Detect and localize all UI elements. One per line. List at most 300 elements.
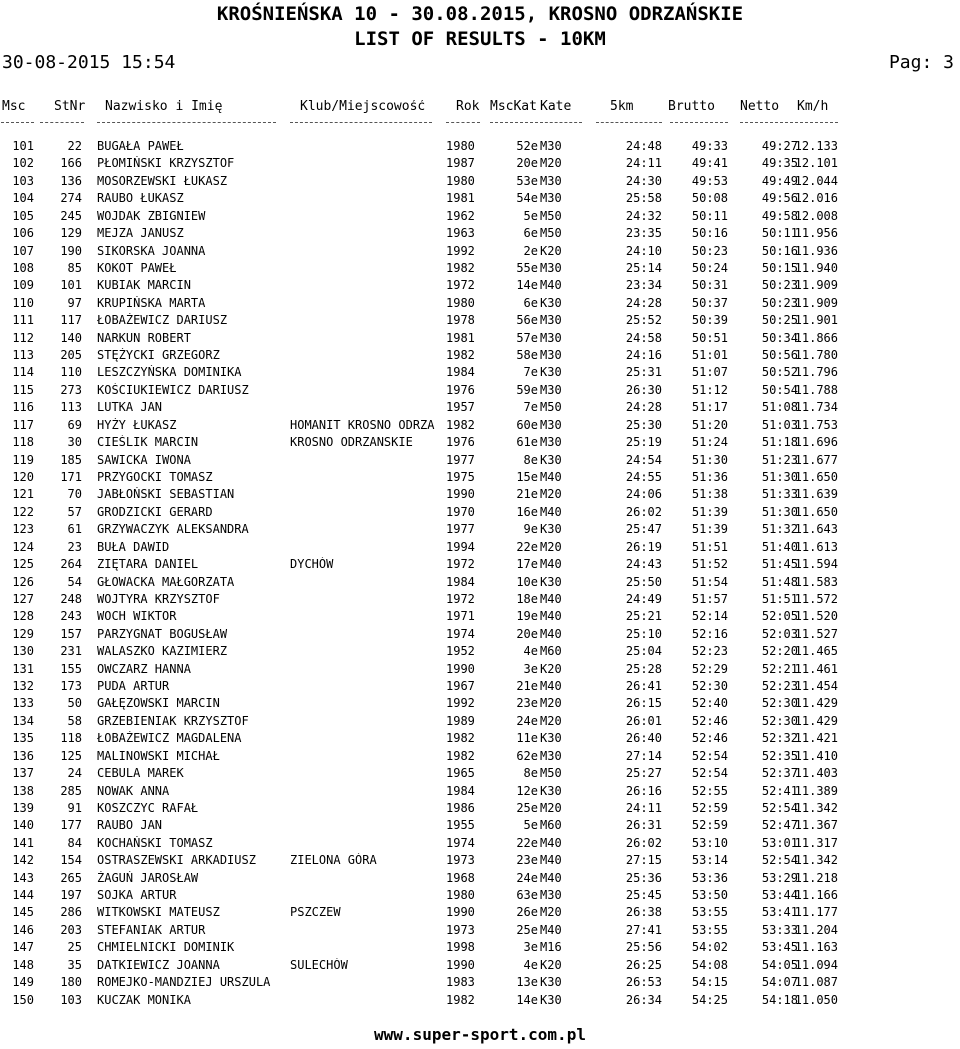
cell-msckat: 21e — [516, 487, 538, 502]
cell-msckat: 5e — [523, 818, 538, 833]
cell-place: 138 — [12, 783, 34, 798]
cell-name: KUBIAK MARCIN — [97, 278, 191, 293]
cell-kmh: 11.796 — [794, 365, 838, 380]
cell-place: 116 — [12, 400, 34, 415]
cell-netto: 49:35 — [761, 156, 798, 171]
cell-netto: 52:32 — [761, 731, 798, 746]
cell-kate: K30 — [540, 452, 562, 467]
cell-place: 112 — [12, 330, 34, 345]
cell-year: 1989 — [446, 713, 475, 728]
cell-split: 25:21 — [625, 609, 662, 624]
cell-netto: 51:32 — [761, 522, 798, 537]
cell-year: 1990 — [446, 661, 475, 676]
cell-place: 115 — [12, 382, 34, 397]
cell-kate: M30 — [540, 382, 562, 397]
cell-stnr: 84 — [67, 835, 82, 850]
cell-stnr: 118 — [60, 731, 82, 746]
cell-place: 111 — [12, 313, 34, 328]
cell-year: 1973 — [446, 853, 475, 868]
cell-split: 26:01 — [625, 713, 662, 728]
cell-brutto: 50:37 — [691, 295, 728, 310]
cell-kate: K20 — [540, 957, 562, 972]
cell-stnr: 54 — [67, 574, 82, 589]
cell-netto: 52:54 — [761, 853, 798, 868]
cell-brutto: 53:36 — [691, 870, 728, 885]
cell-kate: M40 — [540, 853, 562, 868]
cell-split: 26:53 — [625, 975, 662, 990]
cell-brutto: 53:10 — [691, 835, 728, 850]
cell-msckat: 11e — [516, 731, 538, 746]
cell-place: 142 — [12, 853, 34, 868]
cell-netto: 50:23 — [761, 295, 798, 310]
cell-place: 124 — [12, 539, 34, 554]
cell-split: 27:14 — [625, 748, 662, 763]
cell-kmh: 12.008 — [794, 208, 838, 223]
cell-split: 26:38 — [625, 905, 662, 920]
cell-msckat: 16e — [516, 504, 538, 519]
cell-netto: 50:34 — [761, 330, 798, 345]
cell-year: 1962 — [446, 208, 475, 223]
cell-kate: M40 — [540, 591, 562, 606]
cell-brutto: 52:46 — [691, 713, 728, 728]
cell-msckat: 23e — [516, 696, 538, 711]
cell-stnr: 274 — [60, 191, 82, 206]
cell-brutto: 50:16 — [691, 226, 728, 241]
cell-place: 146 — [12, 922, 34, 937]
cell-year: 1977 — [446, 452, 475, 467]
cell-kmh: 12.101 — [794, 156, 838, 171]
cell-kate: K30 — [540, 731, 562, 746]
cell-netto: 53:44 — [761, 888, 798, 903]
cell-year: 1980 — [446, 139, 475, 153]
cell-msckat: 52e — [516, 139, 538, 153]
cell-name: ROMEJKO-MANDZIEJ URSZULA — [97, 975, 271, 990]
cell-year: 1986 — [446, 800, 475, 815]
cell-brutto: 54:15 — [691, 975, 728, 990]
cell-year: 1957 — [446, 400, 475, 415]
column-header-place: Msc — [2, 100, 26, 114]
column-header-year: Rok — [456, 100, 480, 114]
cell-place: 130 — [12, 644, 34, 659]
cell-kmh: 11.429 — [794, 696, 838, 711]
cell-kmh: 11.639 — [794, 487, 838, 502]
cell-brutto: 51:24 — [691, 435, 728, 450]
cell-name: PUDA ARTUR — [97, 679, 170, 694]
cell-brutto: 52:16 — [691, 626, 728, 641]
cell-kate: M20 — [540, 800, 562, 815]
cell-kate: K30 — [540, 295, 562, 310]
cell-kmh: 11.367 — [794, 818, 838, 833]
cell-kate: M40 — [540, 469, 562, 484]
cell-brutto: 51:38 — [691, 487, 728, 502]
cell-netto: 53:41 — [761, 905, 798, 920]
cell-place: 104 — [12, 191, 34, 206]
cell-place: 148 — [12, 957, 34, 972]
cell-kate: M40 — [540, 278, 562, 293]
cell-club: DYCHÓW — [290, 557, 334, 572]
cell-kmh: 12.044 — [794, 173, 838, 188]
cell-stnr: 190 — [60, 243, 82, 258]
cell-split: 25:50 — [625, 574, 662, 589]
cell-brutto: 51:17 — [691, 400, 728, 415]
cell-place: 103 — [12, 173, 34, 188]
cell-kmh: 11.421 — [794, 731, 838, 746]
cell-place: 147 — [12, 940, 34, 955]
cell-place: 137 — [12, 766, 34, 781]
cell-split: 24:32 — [625, 208, 662, 223]
cell-brutto: 51:36 — [691, 469, 728, 484]
cell-msckat: 7e — [523, 365, 538, 380]
cell-split: 24:11 — [625, 156, 662, 171]
page-number: Pag: 3 — [888, 52, 954, 73]
cell-year: 1982 — [446, 260, 475, 275]
header-separator — [790, 122, 838, 123]
cell-split: 24:28 — [625, 295, 662, 310]
column-header-split: 5km — [610, 100, 634, 114]
cell-kmh: 11.940 — [794, 260, 838, 275]
cell-kmh: 11.050 — [794, 992, 838, 1007]
cell-brutto: 51:39 — [691, 504, 728, 519]
cell-place: 125 — [12, 557, 34, 572]
cell-split: 26:40 — [625, 731, 662, 746]
cell-stnr: 70 — [67, 487, 82, 502]
cell-netto: 51:03 — [761, 417, 798, 432]
cell-kate: M20 — [540, 539, 562, 554]
cell-kate: K30 — [540, 574, 562, 589]
cell-name: HYŻY ŁUKASZ — [97, 417, 177, 432]
cell-netto: 52:37 — [761, 766, 798, 781]
cell-msckat: 6e — [523, 295, 538, 310]
cell-stnr: 177 — [60, 818, 82, 833]
cell-year: 1972 — [446, 591, 475, 606]
cell-netto: 53:29 — [761, 870, 798, 885]
cell-name: ZIĘTARA DANIEL — [97, 557, 199, 572]
cell-name: NARKUN ROBERT — [97, 330, 191, 345]
cell-netto: 52:41 — [761, 783, 798, 798]
cell-msckat: 55e — [516, 260, 538, 275]
cell-split: 23:34 — [625, 278, 662, 293]
cell-stnr: 185 — [60, 452, 82, 467]
cell-kate: M30 — [540, 435, 562, 450]
cell-name: WALASZKO KAZIMIERZ — [97, 644, 228, 659]
header-separator — [446, 122, 480, 123]
cell-kate: M40 — [540, 504, 562, 519]
cell-year: 1987 — [446, 156, 475, 171]
cell-netto: 54:05 — [761, 957, 798, 972]
cell-brutto: 50:51 — [691, 330, 728, 345]
cell-stnr: 61 — [67, 522, 82, 537]
cell-kmh: 11.389 — [794, 783, 838, 798]
cell-msckat: 22e — [516, 835, 538, 850]
cell-place: 121 — [12, 487, 34, 502]
cell-name: OWCZARZ HANNA — [97, 661, 191, 676]
cell-msckat: 22e — [516, 539, 538, 554]
cell-name: CHMIELNICKI DOMINIK — [97, 940, 235, 955]
cell-kmh: 11.594 — [794, 557, 838, 572]
cell-name: GRZEBIENIAK KRZYSZTOF — [97, 713, 249, 728]
cell-name: PARZYGNAT BOGUSŁAW — [97, 626, 228, 641]
cell-kate: K20 — [540, 243, 562, 258]
cell-msckat: 62e — [516, 748, 538, 763]
cell-name: KOŚCIUKIEWICZ DARIUSZ — [97, 382, 249, 397]
cell-kmh: 11.613 — [794, 539, 838, 554]
cell-name: KOSZCZYC RAFAŁ — [97, 800, 199, 815]
cell-netto: 54:18 — [761, 992, 798, 1007]
cell-place: 122 — [12, 504, 34, 519]
cell-stnr: 25 — [67, 940, 82, 955]
cell-brutto: 51:30 — [691, 452, 728, 467]
cell-brutto: 52:46 — [691, 731, 728, 746]
cell-msckat: 2e — [523, 243, 538, 258]
cell-name: OSTRASZEWSKI ARKADIUSZ — [97, 853, 256, 868]
cell-kmh: 11.583 — [794, 574, 838, 589]
cell-name: JABŁOŃSKI SEBASTIAN — [97, 487, 235, 502]
cell-netto: 50:16 — [761, 243, 798, 258]
cell-name: KRUPIŃSKA MARTA — [97, 295, 206, 310]
cell-split: 25:36 — [625, 870, 662, 885]
cell-year: 1992 — [446, 243, 475, 258]
column-header-brutto: Brutto — [668, 100, 715, 114]
cell-year: 1967 — [446, 679, 475, 694]
cell-msckat: 24e — [516, 870, 538, 885]
cell-netto: 51:30 — [761, 469, 798, 484]
cell-netto: 52:35 — [761, 748, 798, 763]
cell-netto: 49:49 — [761, 173, 798, 188]
cell-brutto: 50:24 — [691, 260, 728, 275]
cell-stnr: 117 — [60, 313, 82, 328]
header-separator — [596, 122, 662, 123]
cell-netto: 52:05 — [761, 609, 798, 624]
cell-kmh: 11.461 — [794, 661, 838, 676]
cell-split: 24:10 — [625, 243, 662, 258]
cell-kmh: 11.780 — [794, 348, 838, 363]
cell-split: 25:19 — [625, 435, 662, 450]
cell-msckat: 3e — [523, 940, 538, 955]
cell-name: MOSORZEWSKI ŁUKASZ — [97, 173, 228, 188]
cell-msckat: 10e — [516, 574, 538, 589]
cell-name: SIKORSKA JOANNA — [97, 243, 206, 258]
cell-year: 1992 — [446, 696, 475, 711]
cell-name: RAUBO ŁUKASZ — [97, 191, 184, 206]
cell-brutto: 50:23 — [691, 243, 728, 258]
cell-year: 1965 — [446, 766, 475, 781]
cell-year: 1984 — [446, 365, 475, 380]
header-separator — [290, 122, 432, 123]
cell-kmh: 11.643 — [794, 522, 838, 537]
cell-place: 145 — [12, 905, 34, 920]
cell-club: HOMANIT KROSNO ODRZA — [290, 417, 435, 432]
cell-name: WOJDAK ZBIGNIEW — [97, 208, 206, 223]
cell-kmh: 11.734 — [794, 400, 838, 415]
cell-brutto: 52:55 — [691, 783, 728, 798]
column-header-club: Klub/Miejscowość — [300, 100, 426, 114]
column-header-name: Nazwisko i Imię — [105, 100, 223, 114]
cell-brutto: 51:20 — [691, 417, 728, 432]
cell-kmh: 11.901 — [794, 313, 838, 328]
cell-split: 27:41 — [625, 922, 662, 937]
cell-place: 106 — [12, 226, 34, 241]
cell-kmh: 11.956 — [794, 226, 838, 241]
cell-msckat: 4e — [523, 957, 538, 972]
cell-kmh: 11.572 — [794, 591, 838, 606]
cell-stnr: 197 — [60, 888, 82, 903]
cell-msckat: 25e — [516, 922, 538, 937]
cell-brutto: 51:39 — [691, 522, 728, 537]
cell-kmh: 12.016 — [794, 191, 838, 206]
cell-split: 24:58 — [625, 330, 662, 345]
cell-split: 24:49 — [625, 591, 662, 606]
cell-place: 126 — [12, 574, 34, 589]
cell-place: 107 — [12, 243, 34, 258]
cell-kate: M40 — [540, 870, 562, 885]
cell-kate: M40 — [540, 835, 562, 850]
cell-stnr: 286 — [60, 905, 82, 920]
cell-brutto: 51:12 — [691, 382, 728, 397]
cell-kmh: 11.403 — [794, 766, 838, 781]
cell-split: 25:47 — [625, 522, 662, 537]
cell-split: 24:55 — [625, 469, 662, 484]
cell-year: 1981 — [446, 330, 475, 345]
cell-netto: 52:20 — [761, 644, 798, 659]
cell-kate: M30 — [540, 313, 562, 328]
cell-brutto: 50:39 — [691, 313, 728, 328]
cell-name: PŁOMIŃSKI KRZYSZTOF — [97, 156, 235, 171]
cell-name: LESZCZYŃSKA DOMINIKA — [97, 365, 242, 380]
cell-place: 140 — [12, 818, 34, 833]
cell-split: 24:43 — [625, 557, 662, 572]
cell-brutto: 53:14 — [691, 853, 728, 868]
cell-kate: M30 — [540, 173, 562, 188]
cell-netto: 53:45 — [761, 940, 798, 955]
cell-kate: M40 — [540, 922, 562, 937]
cell-stnr: 248 — [60, 591, 82, 606]
cell-stnr: 180 — [60, 975, 82, 990]
cell-year: 1980 — [446, 295, 475, 310]
cell-brutto: 51:52 — [691, 557, 728, 572]
cell-msckat: 58e — [516, 348, 538, 363]
header-separator — [540, 122, 582, 123]
cell-brutto: 50:08 — [691, 191, 728, 206]
cell-kmh: 11.087 — [794, 975, 838, 990]
cell-year: 1981 — [446, 191, 475, 206]
cell-stnr: 157 — [60, 626, 82, 641]
cell-year: 1984 — [446, 574, 475, 589]
cell-place: 132 — [12, 679, 34, 694]
cell-year: 1982 — [446, 748, 475, 763]
cell-name: GŁOWACKA MAŁGORZATA — [97, 574, 235, 589]
cell-netto: 52:54 — [761, 800, 798, 815]
cell-msckat: 53e — [516, 173, 538, 188]
cell-stnr: 273 — [60, 382, 82, 397]
cell-msckat: 19e — [516, 609, 538, 624]
cell-name: SAWICKA IWONA — [97, 452, 191, 467]
cell-stnr: 69 — [67, 417, 82, 432]
cell-brutto: 52:30 — [691, 679, 728, 694]
cell-place: 117 — [12, 417, 34, 432]
header-separator — [97, 122, 276, 123]
cell-kate: M30 — [540, 260, 562, 275]
cell-name: KUCZAK MONIKA — [97, 992, 191, 1007]
cell-kmh: 11.650 — [794, 469, 838, 484]
cell-kate: M30 — [540, 417, 562, 432]
cell-brutto: 54:02 — [691, 940, 728, 955]
header-separator — [490, 122, 538, 123]
cell-stnr: 50 — [67, 696, 82, 711]
cell-netto: 51:48 — [761, 574, 798, 589]
cell-stnr: 85 — [67, 260, 82, 275]
cell-split: 25:27 — [625, 766, 662, 781]
print-timestamp: 30-08-2015 15:54 — [2, 52, 176, 73]
cell-stnr: 140 — [60, 330, 82, 345]
cell-msckat: 63e — [516, 888, 538, 903]
cell-brutto: 52:29 — [691, 661, 728, 676]
cell-msckat: 56e — [516, 313, 538, 328]
cell-msckat: 23e — [516, 853, 538, 868]
cell-netto: 51:40 — [761, 539, 798, 554]
cell-year: 1982 — [446, 417, 475, 432]
cell-stnr: 103 — [60, 992, 82, 1007]
cell-year: 1955 — [446, 818, 475, 833]
cell-msckat: 5e — [523, 208, 538, 223]
cell-place: 144 — [12, 888, 34, 903]
cell-place: 114 — [12, 365, 34, 380]
cell-brutto: 51:01 — [691, 348, 728, 363]
cell-year: 1974 — [446, 835, 475, 850]
cell-msckat: 8e — [523, 766, 538, 781]
cell-year: 1998 — [446, 940, 475, 955]
cell-split: 24:16 — [625, 348, 662, 363]
cell-kate: M20 — [540, 696, 562, 711]
cell-kate: K30 — [540, 783, 562, 798]
cell-split: 23:35 — [625, 226, 662, 241]
cell-place: 128 — [12, 609, 34, 624]
cell-kate: M30 — [540, 191, 562, 206]
cell-year: 1975 — [446, 469, 475, 484]
cell-name: RAUBO JAN — [97, 818, 163, 833]
document-title: KROŚNIEŃSKA 10 - 30.08.2015, KROSNO ODRZAŃSKIE — [216, 3, 744, 25]
cell-stnr: 101 — [60, 278, 82, 293]
cell-split: 25:31 — [625, 365, 662, 380]
cell-kmh: 11.094 — [794, 957, 838, 972]
cell-kate: M50 — [540, 400, 562, 415]
cell-name: STĘŻYCKI GRZEGORZ — [97, 348, 220, 363]
cell-year: 1968 — [446, 870, 475, 885]
cell-split: 26:15 — [625, 696, 662, 711]
cell-kmh: 11.465 — [794, 644, 838, 659]
cell-stnr: 136 — [60, 173, 82, 188]
cell-msckat: 14e — [516, 992, 538, 1007]
cell-netto: 49:56 — [761, 191, 798, 206]
cell-place: 134 — [12, 713, 34, 728]
cell-stnr: 129 — [60, 226, 82, 241]
cell-kate: M20 — [540, 156, 562, 171]
cell-brutto: 49:33 — [691, 139, 728, 153]
cell-place: 136 — [12, 748, 34, 763]
cell-msckat: 14e — [516, 278, 538, 293]
cell-kate: M50 — [540, 766, 562, 781]
cell-kmh: 11.410 — [794, 748, 838, 763]
cell-place: 102 — [12, 156, 34, 171]
cell-place: 135 — [12, 731, 34, 746]
cell-club: KROSNO ODRZANSKIE — [290, 435, 413, 450]
cell-msckat: 21e — [516, 679, 538, 694]
cell-split: 26:30 — [625, 382, 662, 397]
cell-netto: 53:33 — [761, 922, 798, 937]
cell-place: 133 — [12, 696, 34, 711]
cell-name: WOCH WIKTOR — [97, 609, 177, 624]
cell-msckat: 57e — [516, 330, 538, 345]
cell-club: PSZCZEW — [290, 905, 341, 920]
